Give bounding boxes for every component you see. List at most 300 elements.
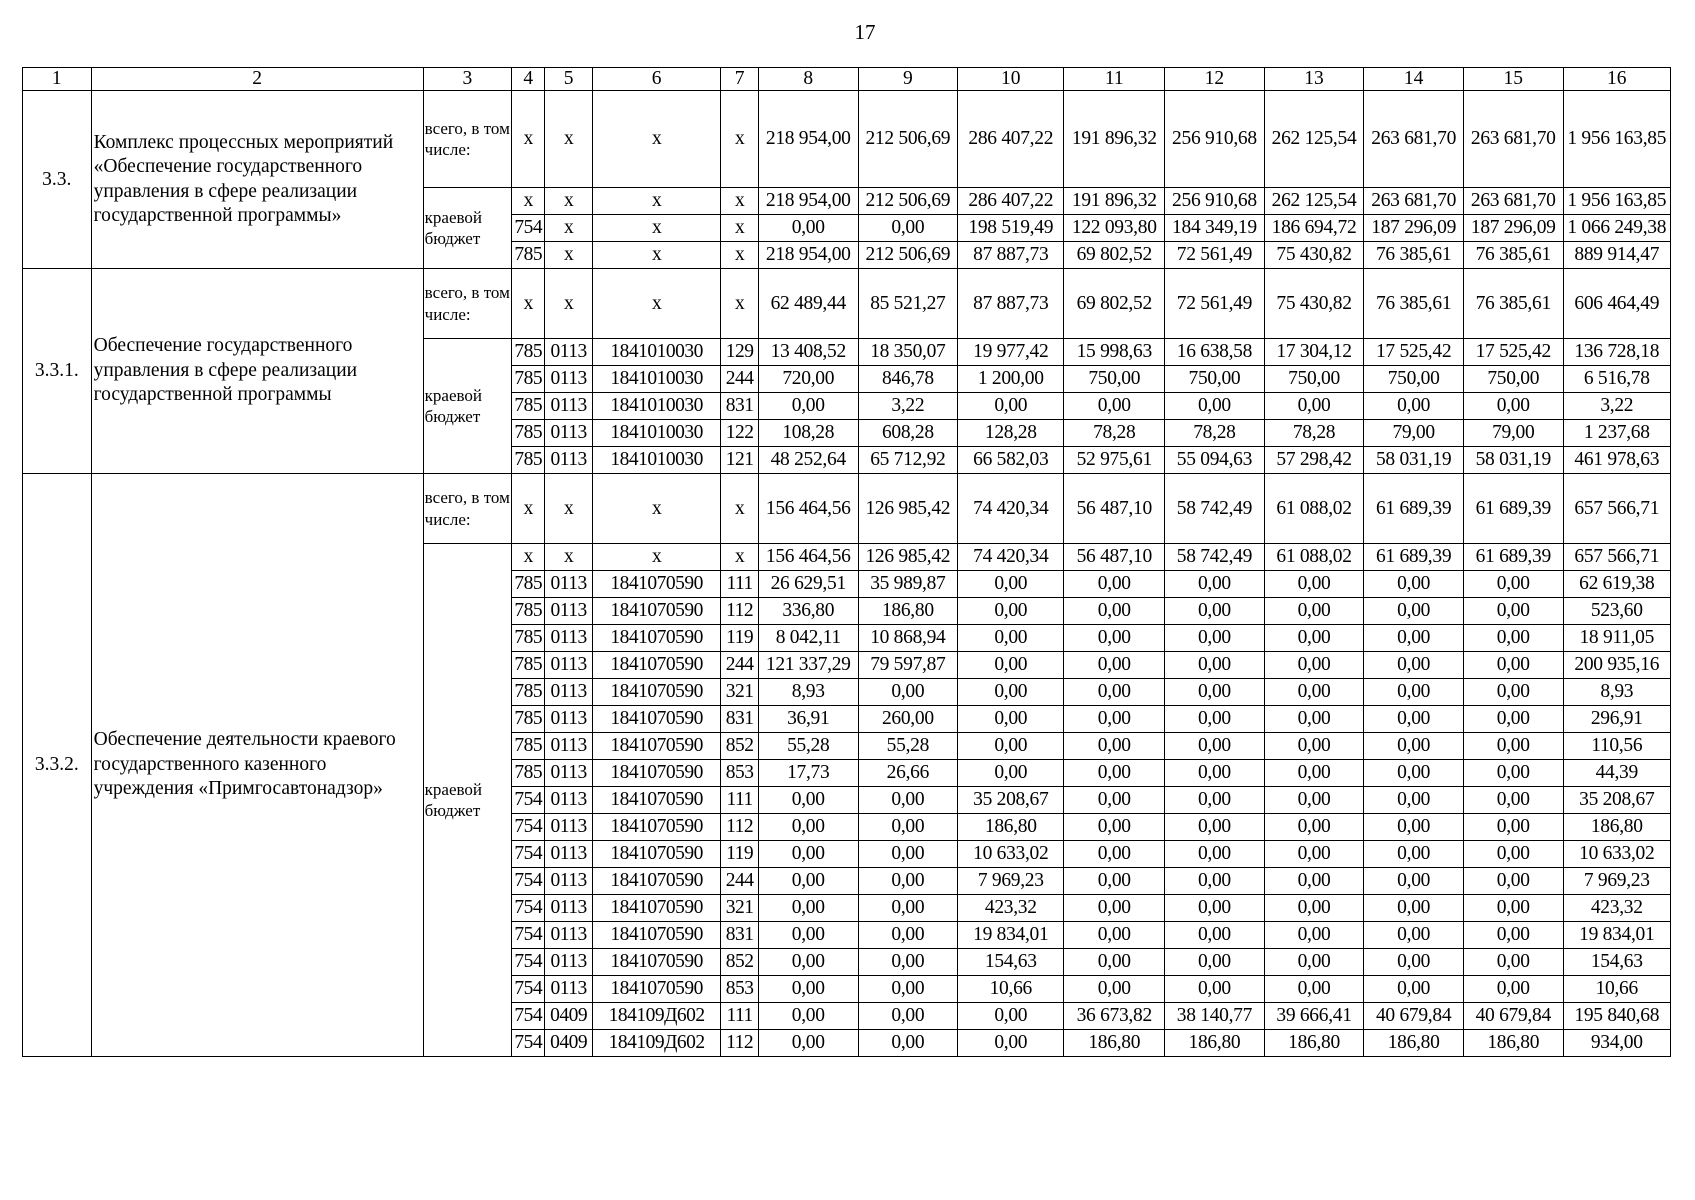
code-cell: 0113: [545, 339, 593, 366]
code-cell: 1841070590: [592, 598, 720, 625]
amount-cell: 0,00: [1064, 706, 1165, 733]
code-cell: 111: [721, 787, 759, 814]
code-cell: 119: [721, 625, 759, 652]
amount-cell: 262 125,54: [1264, 188, 1364, 215]
amount-cell: 154,63: [958, 949, 1064, 976]
amount-cell: 17 525,42: [1463, 339, 1563, 366]
code-cell: 785: [512, 625, 545, 652]
amount-cell: 750,00: [1064, 366, 1165, 393]
amount-cell: 0,00: [1364, 868, 1464, 895]
code-cell: x: [545, 269, 593, 339]
amount-cell: 0,00: [958, 1003, 1064, 1030]
amount-cell: 56 487,10: [1064, 474, 1165, 544]
code-cell: x: [592, 242, 720, 269]
amount-cell: 0,00: [1165, 922, 1265, 949]
column-number: 11: [1064, 68, 1165, 91]
amount-cell: 58 742,49: [1165, 544, 1265, 571]
section-total-row: [23, 91, 1671, 188]
amount-cell: 0,00: [1264, 625, 1364, 652]
amount-cell: 16 638,58: [1165, 339, 1265, 366]
column-number: 8: [758, 68, 858, 91]
code-cell: 1841070590: [592, 652, 720, 679]
amount-cell: 0,00: [1463, 841, 1563, 868]
section-name: Обеспечение государственного управления в сфере реализации государственной программы: [91, 269, 423, 474]
code-cell: x: [721, 242, 759, 269]
code-cell: 831: [721, 706, 759, 733]
code-cell: 244: [721, 868, 759, 895]
amount-cell: 0,00: [1463, 679, 1563, 706]
code-cell: 0113: [545, 393, 593, 420]
amount-cell: 79,00: [1364, 420, 1464, 447]
total-label: всего, в том числе:: [423, 269, 512, 339]
code-cell: 112: [721, 814, 759, 841]
amount-cell: 61 689,39: [1364, 474, 1464, 544]
amount-cell: 191 896,32: [1064, 91, 1165, 188]
amount-cell: 0,00: [1364, 841, 1464, 868]
amount-cell: 156 464,56: [758, 474, 858, 544]
code-cell: 1841070590: [592, 625, 720, 652]
amount-cell: 0,00: [1463, 895, 1563, 922]
amount-cell: 262 125,54: [1264, 91, 1364, 188]
amount-cell: 69 802,52: [1064, 269, 1165, 339]
code-cell: 122: [721, 420, 759, 447]
code-cell: x: [545, 215, 593, 242]
amount-cell: 0,00: [958, 1030, 1064, 1057]
amount-cell: 85 521,27: [858, 269, 958, 339]
amount-cell: 18 350,07: [858, 339, 958, 366]
section-name: Обеспечение деятельности краевого государственного казенного учреждения «Примгосавтонадзор»: [91, 474, 423, 1057]
amount-cell: 0,00: [858, 1030, 958, 1057]
code-cell: 1841010030: [592, 339, 720, 366]
amount-cell: 40 679,84: [1463, 1003, 1563, 1030]
amount-cell: 0,00: [1264, 922, 1364, 949]
amount-cell: 61 088,02: [1264, 474, 1364, 544]
code-cell: 0113: [545, 571, 593, 598]
amount-cell: 55,28: [858, 733, 958, 760]
amount-cell: 608,28: [858, 420, 958, 447]
amount-cell: 0,00: [1463, 868, 1563, 895]
amount-cell: 1 237,68: [1563, 420, 1670, 447]
amount-cell: 58 031,19: [1463, 447, 1563, 474]
amount-cell: 260,00: [858, 706, 958, 733]
amount-cell: 0,00: [958, 706, 1064, 733]
amount-cell: 195 840,68: [1563, 1003, 1670, 1030]
amount-cell: 136 728,18: [1563, 339, 1670, 366]
code-cell: 853: [721, 976, 759, 1003]
amount-cell: 156 464,56: [758, 544, 858, 571]
amount-cell: 36,91: [758, 706, 858, 733]
amount-cell: 74 420,34: [958, 544, 1064, 571]
budget-table-body: [23, 68, 1671, 1057]
amount-cell: 0,00: [1064, 393, 1165, 420]
amount-cell: 0,00: [1364, 895, 1464, 922]
amount-cell: 0,00: [1165, 841, 1265, 868]
amount-cell: 0,00: [1463, 625, 1563, 652]
code-cell: 0113: [545, 814, 593, 841]
amount-cell: 263 681,70: [1463, 188, 1563, 215]
section-number: 3.3.1.: [23, 269, 92, 474]
amount-cell: 0,00: [858, 868, 958, 895]
amount-cell: 0,00: [1364, 571, 1464, 598]
amount-cell: 79,00: [1463, 420, 1563, 447]
amount-cell: 0,00: [1463, 652, 1563, 679]
code-cell: 785: [512, 393, 545, 420]
code-cell: 1841010030: [592, 366, 720, 393]
amount-cell: 0,00: [758, 949, 858, 976]
amount-cell: 17 525,42: [1364, 339, 1464, 366]
code-cell: 1841070590: [592, 760, 720, 787]
code-cell: 785: [512, 366, 545, 393]
amount-cell: 0,00: [958, 733, 1064, 760]
code-cell: 0113: [545, 787, 593, 814]
amount-cell: 256 910,68: [1165, 188, 1265, 215]
amount-cell: 3,22: [1563, 393, 1670, 420]
amount-cell: 0,00: [1264, 760, 1364, 787]
amount-cell: 0,00: [1165, 949, 1265, 976]
code-cell: x: [545, 474, 593, 544]
amount-cell: 75 430,82: [1264, 269, 1364, 339]
amount-cell: 26 629,51: [758, 571, 858, 598]
amount-cell: 35 208,67: [958, 787, 1064, 814]
amount-cell: 0,00: [1264, 949, 1364, 976]
column-number: 16: [1563, 68, 1670, 91]
amount-cell: 0,00: [758, 393, 858, 420]
code-cell: x: [545, 544, 593, 571]
column-number: 7: [721, 68, 759, 91]
amount-cell: 0,00: [858, 814, 958, 841]
amount-cell: 0,00: [1264, 393, 1364, 420]
code-cell: 754: [512, 868, 545, 895]
amount-cell: 218 954,00: [758, 242, 858, 269]
amount-cell: 3,22: [858, 393, 958, 420]
amount-cell: 0,00: [1364, 760, 1464, 787]
amount-cell: 0,00: [858, 1003, 958, 1030]
amount-cell: 0,00: [758, 215, 858, 242]
amount-cell: 0,00: [1364, 679, 1464, 706]
amount-cell: 0,00: [1463, 706, 1563, 733]
amount-cell: 750,00: [1165, 366, 1265, 393]
code-cell: 785: [512, 447, 545, 474]
code-cell: 111: [721, 1003, 759, 1030]
amount-cell: 121 337,29: [758, 652, 858, 679]
amount-cell: 212 506,69: [858, 188, 958, 215]
code-cell: x: [721, 91, 759, 188]
code-cell: 852: [721, 949, 759, 976]
code-cell: 111: [721, 571, 759, 598]
amount-cell: 191 896,32: [1064, 188, 1165, 215]
amount-cell: 0,00: [1064, 760, 1165, 787]
code-cell: 0113: [545, 706, 593, 733]
code-cell: 0113: [545, 366, 593, 393]
amount-cell: 154,63: [1563, 949, 1670, 976]
amount-cell: 56 487,10: [1064, 544, 1165, 571]
amount-cell: 0,00: [758, 1003, 858, 1030]
amount-cell: 108,28: [758, 420, 858, 447]
amount-cell: 87 887,73: [958, 269, 1064, 339]
code-cell: 244: [721, 652, 759, 679]
code-cell: 321: [721, 895, 759, 922]
amount-cell: 0,00: [1165, 760, 1265, 787]
amount-cell: 0,00: [758, 841, 858, 868]
code-cell: x: [592, 188, 720, 215]
amount-cell: 72 561,49: [1165, 242, 1265, 269]
amount-cell: 0,00: [1364, 976, 1464, 1003]
amount-cell: 0,00: [1264, 598, 1364, 625]
code-cell: 1841070590: [592, 868, 720, 895]
budget-table: [22, 67, 1671, 1057]
amount-cell: 0,00: [758, 868, 858, 895]
amount-cell: 19 977,42: [958, 339, 1064, 366]
amount-cell: 1 200,00: [958, 366, 1064, 393]
amount-cell: 122 093,80: [1064, 215, 1165, 242]
amount-cell: 523,60: [1563, 598, 1670, 625]
code-cell: x: [592, 91, 720, 188]
amount-cell: 0,00: [958, 679, 1064, 706]
amount-cell: 200 935,16: [1563, 652, 1670, 679]
amount-cell: 187 296,09: [1463, 215, 1563, 242]
code-cell: x: [545, 188, 593, 215]
amount-cell: 0,00: [1064, 571, 1165, 598]
code-cell: 0409: [545, 1003, 593, 1030]
code-cell: 853: [721, 760, 759, 787]
code-cell: 831: [721, 393, 759, 420]
code-cell: 321: [721, 679, 759, 706]
amount-cell: 0,00: [858, 679, 958, 706]
code-cell: 1841070590: [592, 733, 720, 760]
amount-cell: 15 998,63: [1064, 339, 1165, 366]
amount-cell: 0,00: [1064, 733, 1165, 760]
amount-cell: 78,28: [1165, 420, 1265, 447]
amount-cell: 1 956 163,85: [1563, 188, 1670, 215]
amount-cell: 35 989,87: [858, 571, 958, 598]
code-cell: 0113: [545, 679, 593, 706]
amount-cell: 0,00: [1165, 976, 1265, 1003]
amount-cell: 212 506,69: [858, 242, 958, 269]
amount-cell: 187 296,09: [1364, 215, 1464, 242]
amount-cell: 263 681,70: [1463, 91, 1563, 188]
amount-cell: 0,00: [1463, 949, 1563, 976]
amount-cell: 750,00: [1463, 366, 1563, 393]
amount-cell: 0,00: [1165, 733, 1265, 760]
amount-cell: 79 597,87: [858, 652, 958, 679]
amount-cell: 0,00: [958, 598, 1064, 625]
amount-cell: 0,00: [1463, 760, 1563, 787]
code-cell: 754: [512, 1003, 545, 1030]
section-total-row: [23, 474, 1671, 544]
column-number: 15: [1463, 68, 1563, 91]
amount-cell: 0,00: [858, 787, 958, 814]
section-total-row: [23, 269, 1671, 339]
amount-cell: 889 914,47: [1563, 242, 1670, 269]
amount-cell: 934,00: [1563, 1030, 1670, 1057]
amount-cell: 76 385,61: [1364, 269, 1464, 339]
amount-cell: 0,00: [1264, 868, 1364, 895]
amount-cell: 55 094,63: [1165, 447, 1265, 474]
amount-cell: 263 681,70: [1364, 91, 1464, 188]
code-cell: x: [721, 474, 759, 544]
code-cell: 0113: [545, 922, 593, 949]
amount-cell: 72 561,49: [1165, 269, 1265, 339]
amount-cell: 10,66: [1563, 976, 1670, 1003]
amount-cell: 606 464,49: [1563, 269, 1670, 339]
amount-cell: 0,00: [1364, 814, 1464, 841]
code-cell: 129: [721, 339, 759, 366]
amount-cell: 218 954,00: [758, 188, 858, 215]
amount-cell: 1 956 163,85: [1563, 91, 1670, 188]
amount-cell: 750,00: [1264, 366, 1364, 393]
amount-cell: 10 633,02: [1563, 841, 1670, 868]
amount-cell: 0,00: [1064, 652, 1165, 679]
code-cell: x: [545, 91, 593, 188]
amount-cell: 461 978,63: [1563, 447, 1670, 474]
code-cell: 0113: [545, 652, 593, 679]
amount-cell: 0,00: [758, 895, 858, 922]
code-cell: x: [721, 188, 759, 215]
amount-cell: 0,00: [1364, 598, 1464, 625]
code-cell: x: [512, 269, 545, 339]
amount-cell: 17 304,12: [1264, 339, 1364, 366]
code-cell: 754: [512, 922, 545, 949]
code-cell: x: [512, 544, 545, 571]
amount-cell: 0,00: [1064, 922, 1165, 949]
amount-cell: 0,00: [1463, 976, 1563, 1003]
amount-cell: 69 802,52: [1064, 242, 1165, 269]
amount-cell: 110,56: [1563, 733, 1670, 760]
amount-cell: 13 408,52: [758, 339, 858, 366]
section-number: 3.3.2.: [23, 474, 92, 1057]
amount-cell: 0,00: [1463, 393, 1563, 420]
amount-cell: 0,00: [858, 841, 958, 868]
amount-cell: 0,00: [1165, 787, 1265, 814]
amount-cell: 26,66: [858, 760, 958, 787]
amount-cell: 0,00: [1264, 841, 1364, 868]
code-cell: 1841010030: [592, 447, 720, 474]
amount-cell: 0,00: [958, 625, 1064, 652]
amount-cell: 0,00: [1364, 787, 1464, 814]
code-cell: 1841070590: [592, 841, 720, 868]
amount-cell: 0,00: [958, 393, 1064, 420]
page-number: 17: [854, 20, 876, 44]
code-cell: 785: [512, 420, 545, 447]
amount-cell: 0,00: [1064, 949, 1165, 976]
amount-cell: 0,00: [958, 652, 1064, 679]
amount-cell: 0,00: [1064, 679, 1165, 706]
code-cell: 1841070590: [592, 949, 720, 976]
amount-cell: 0,00: [1165, 895, 1265, 922]
amount-cell: 61 689,39: [1463, 544, 1563, 571]
amount-cell: 186,80: [1364, 1030, 1464, 1057]
amount-cell: 55,28: [758, 733, 858, 760]
code-cell: 831: [721, 922, 759, 949]
amount-cell: 0,00: [1264, 679, 1364, 706]
amount-cell: 126 985,42: [858, 544, 958, 571]
amount-cell: 8 042,11: [758, 625, 858, 652]
code-cell: 1841070590: [592, 922, 720, 949]
amount-cell: 186,80: [1264, 1030, 1364, 1057]
amount-cell: 186,80: [1563, 814, 1670, 841]
code-cell: 754: [512, 814, 545, 841]
amount-cell: 8,93: [1563, 679, 1670, 706]
code-cell: 1841070590: [592, 679, 720, 706]
amount-cell: 186,80: [1165, 1030, 1265, 1057]
code-cell: 0409: [545, 1030, 593, 1057]
amount-cell: 0,00: [1064, 841, 1165, 868]
amount-cell: 186,80: [958, 814, 1064, 841]
code-cell: 112: [721, 598, 759, 625]
code-cell: 785: [512, 242, 545, 269]
amount-cell: 0,00: [1064, 787, 1165, 814]
amount-cell: 62 619,38: [1563, 571, 1670, 598]
column-number-row: [23, 68, 1671, 91]
code-cell: x: [592, 544, 720, 571]
amount-cell: 657 566,71: [1563, 474, 1670, 544]
code-cell: 754: [512, 787, 545, 814]
amount-cell: 750,00: [1364, 366, 1464, 393]
code-cell: x: [721, 544, 759, 571]
amount-cell: 0,00: [1165, 652, 1265, 679]
code-cell: 184109Д602: [592, 1003, 720, 1030]
code-cell: x: [592, 215, 720, 242]
amount-cell: 0,00: [1064, 868, 1165, 895]
amount-cell: 78,28: [1264, 420, 1364, 447]
code-cell: x: [592, 474, 720, 544]
code-cell: 852: [721, 733, 759, 760]
amount-cell: 74 420,34: [958, 474, 1064, 544]
code-cell: 754: [512, 841, 545, 868]
amount-cell: 10 868,94: [858, 625, 958, 652]
code-cell: 244: [721, 366, 759, 393]
amount-cell: 38 140,77: [1165, 1003, 1265, 1030]
amount-cell: 6 516,78: [1563, 366, 1670, 393]
amount-cell: 184 349,19: [1165, 215, 1265, 242]
code-cell: 1841010030: [592, 393, 720, 420]
amount-cell: 61 689,39: [1463, 474, 1563, 544]
amount-cell: 0,00: [1064, 598, 1165, 625]
amount-cell: 0,00: [858, 976, 958, 1003]
amount-cell: 186,80: [1064, 1030, 1165, 1057]
amount-cell: 0,00: [1463, 733, 1563, 760]
amount-cell: 0,00: [1264, 706, 1364, 733]
code-cell: 0113: [545, 625, 593, 652]
code-cell: 0113: [545, 841, 593, 868]
amount-cell: 0,00: [1463, 598, 1563, 625]
code-cell: 785: [512, 760, 545, 787]
budget-source-label: краевой бюджет: [423, 339, 512, 474]
amount-cell: 17,73: [758, 760, 858, 787]
amount-cell: 10 633,02: [958, 841, 1064, 868]
amount-cell: 40 679,84: [1364, 1003, 1464, 1030]
amount-cell: 0,00: [1264, 814, 1364, 841]
amount-cell: 186 694,72: [1264, 215, 1364, 242]
amount-cell: 720,00: [758, 366, 858, 393]
code-cell: 785: [512, 652, 545, 679]
amount-cell: 57 298,42: [1264, 447, 1364, 474]
code-cell: 0113: [545, 868, 593, 895]
amount-cell: 0,00: [1463, 787, 1563, 814]
code-cell: 1841070590: [592, 814, 720, 841]
code-cell: 0113: [545, 420, 593, 447]
code-cell: 1841070590: [592, 787, 720, 814]
amount-cell: 0,00: [758, 814, 858, 841]
amount-cell: 8,93: [758, 679, 858, 706]
amount-cell: 0,00: [958, 760, 1064, 787]
column-number: 14: [1364, 68, 1464, 91]
amount-cell: 0,00: [1364, 625, 1464, 652]
code-cell: 0113: [545, 760, 593, 787]
code-cell: 1841010030: [592, 420, 720, 447]
code-cell: 0113: [545, 895, 593, 922]
amount-cell: 0,00: [1165, 393, 1265, 420]
